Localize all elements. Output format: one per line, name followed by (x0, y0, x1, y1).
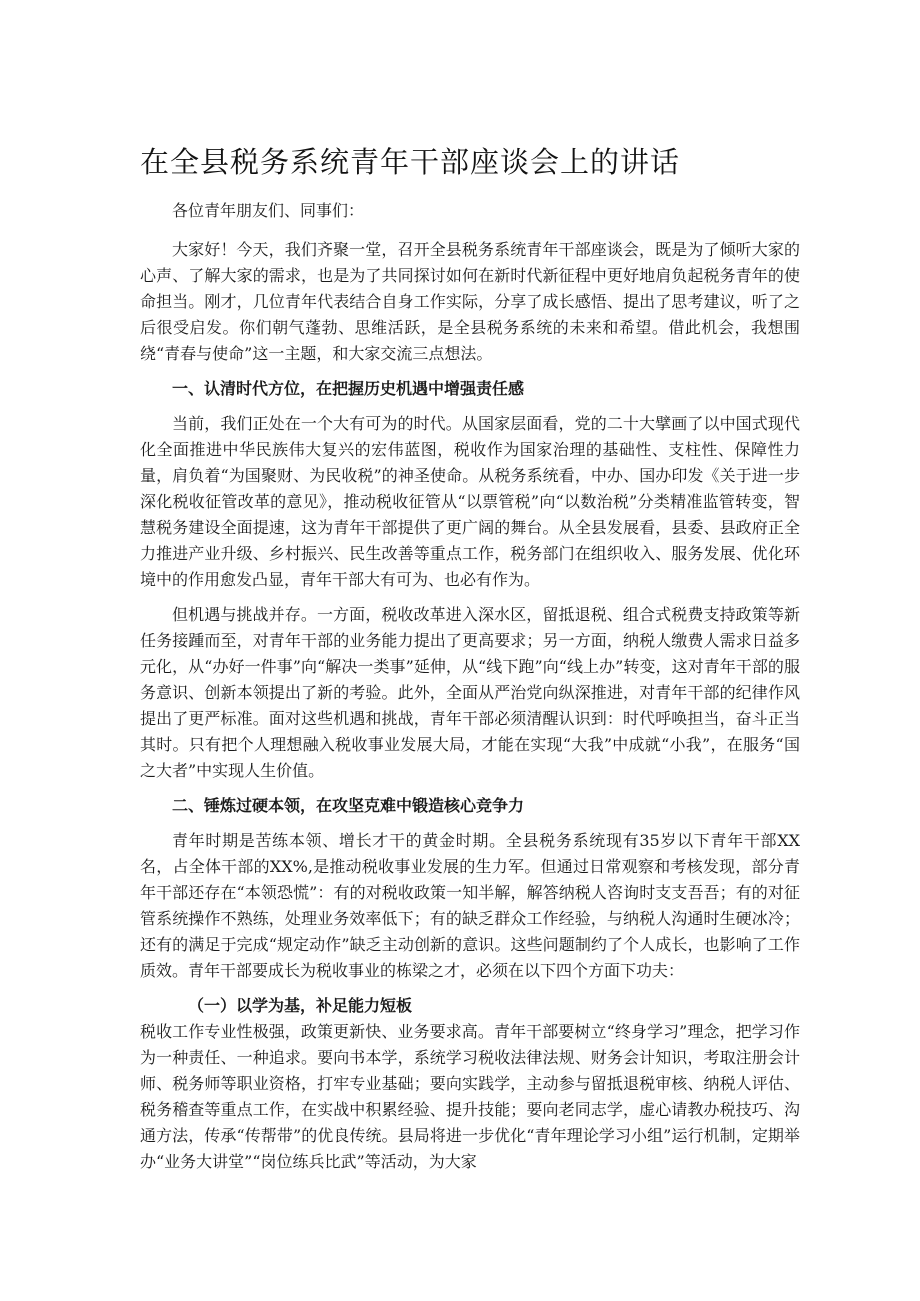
section-1-heading: 一、认清时代方位，在把握历史机遇中增强责任感 (172, 379, 525, 398)
section-1-paragraph-2: 但机遇与挑战并存。一方面，税收改革进入深水区，留抵退税、组合式税费支持政策等新任务接踵而至，对青年干部的业务能力提出了更高要求；另一方面，纳税人缴费人需求日益多元化，从“办好一件事”向“解决一类事”延伸，从“线下跑”向“线上办”转变，这对青年干部的服务意识、创新本领提出了新的考验。此外，全面从严治党向纵深推进，对青年干部的纪律作风提出了更严标准。面对这些机遇和挑战，青年干部必须清醒认识到：时代呼唤担当，奋斗正当其时。只有把个人理想融入税收事业发展大局，才能在实现“大我”中成就“小我”，在服务“国之大者”中实现人生价值。 (140, 605, 800, 780)
page-title: 在全县税务系统青年干部座谈会上的讲话 (140, 145, 681, 179)
section-2-paragraph-1: 青年时期是苦练本领、增长才干的黄金时期。全县税务系统现有35岁以下青年干部XX名，占全体干部的XX%,是推动税收事业发展的生力军。但通过日常观察和考核发现，部分青年干部还存在“本领恐慌”：有的对税收政策一知半解，解答纳税人咨询时支支吾吾；有的对征管系统操作不熟练，处理业务效率低下；有的缺乏群众工作经验，与纳税人沟通时生硬冰冷；还有的满足于完成“规定动作”缺乏主动创新的意识。这些问题制约了个人成长，也影响了工作质效。青年干部要成长为税收事业的栋梁之才，必须在以下四个方面下功夫： (140, 831, 800, 980)
subsection-1-paragraph: 税收工作专业性极强，政策更新快、业务要求高。青年干部要树立“终身学习”理念，把学习作为一种责任、一种追求。要向书本学，系统学习税收法律法规、财务会计知识，考取注册会计师、税务师等职业资格，打牢专业基础；要向实践学，主动参与留抵退税审核、纳税人评估、税务稽查等重点工作，在实战中积累经验、提升技能；要向老同志学，虚心请教办税技巧、沟通方法，传承“传帮带”的优良传统。县局将进一步优化“青年理论学习小组”运行机制，定期举办“业务大讲堂”“岗位练兵比武”等活动，为大家 (140, 1022, 800, 1171)
section-1-paragraph-1: 当前，我们正处在一个大有可为的时代。从国家层面看，党的二十大擘画了以中国式现代化全面推进中华民族伟大复兴的宏伟蓝图，税收作为国家治理的基础性、支柱性、保障性力量，肩负着“为国聚财、为民收税”的神圣使命。从税务系统看，中办、国办印发《关于进一步深化税收征管改革的意见》，推动税收征管从“以票管税”向“以数治税”分类精准监管转变，智慧税务建设全面提速，这为青年干部提供了更广阔的舞台。从全县发展看，县委、县政府正全力推进产业升级、乡村振兴、民生改善等重点工作，税务部门在组织收入、服务发展、优化环境中的作用愈发凸显，青年干部大有可为、也必有作为。 (140, 414, 800, 589)
salutation: 各位青年朋友们、同事们： (172, 201, 365, 220)
subsection-1-heading: （一）以学为基，补足能力短板 (188, 996, 413, 1015)
document-body (140, 198, 800, 1175)
intro-paragraph: 大家好！今天，我们齐聚一堂，召开全县税务系统青年干部座谈会，既是为了倾听大家的心声、了解大家的需求，也是为了共同探讨如何在新时代新征程中更好地肩负起税务青年的使命担当。刚才，几位青年代表结合自身工作实际，分享了成长感悟、提出了思考建议，听了之后很受启发。你们朝气蓬勃、思维活跃，是全县税务系统的未来和希望。借此机会，我想围绕“青春与使命”这一主题，和大家交流三点想法。 (140, 240, 800, 363)
section-2-heading: 二、锤炼过硬本领，在攻坚克难中锻造核心竞争力 (172, 796, 525, 815)
